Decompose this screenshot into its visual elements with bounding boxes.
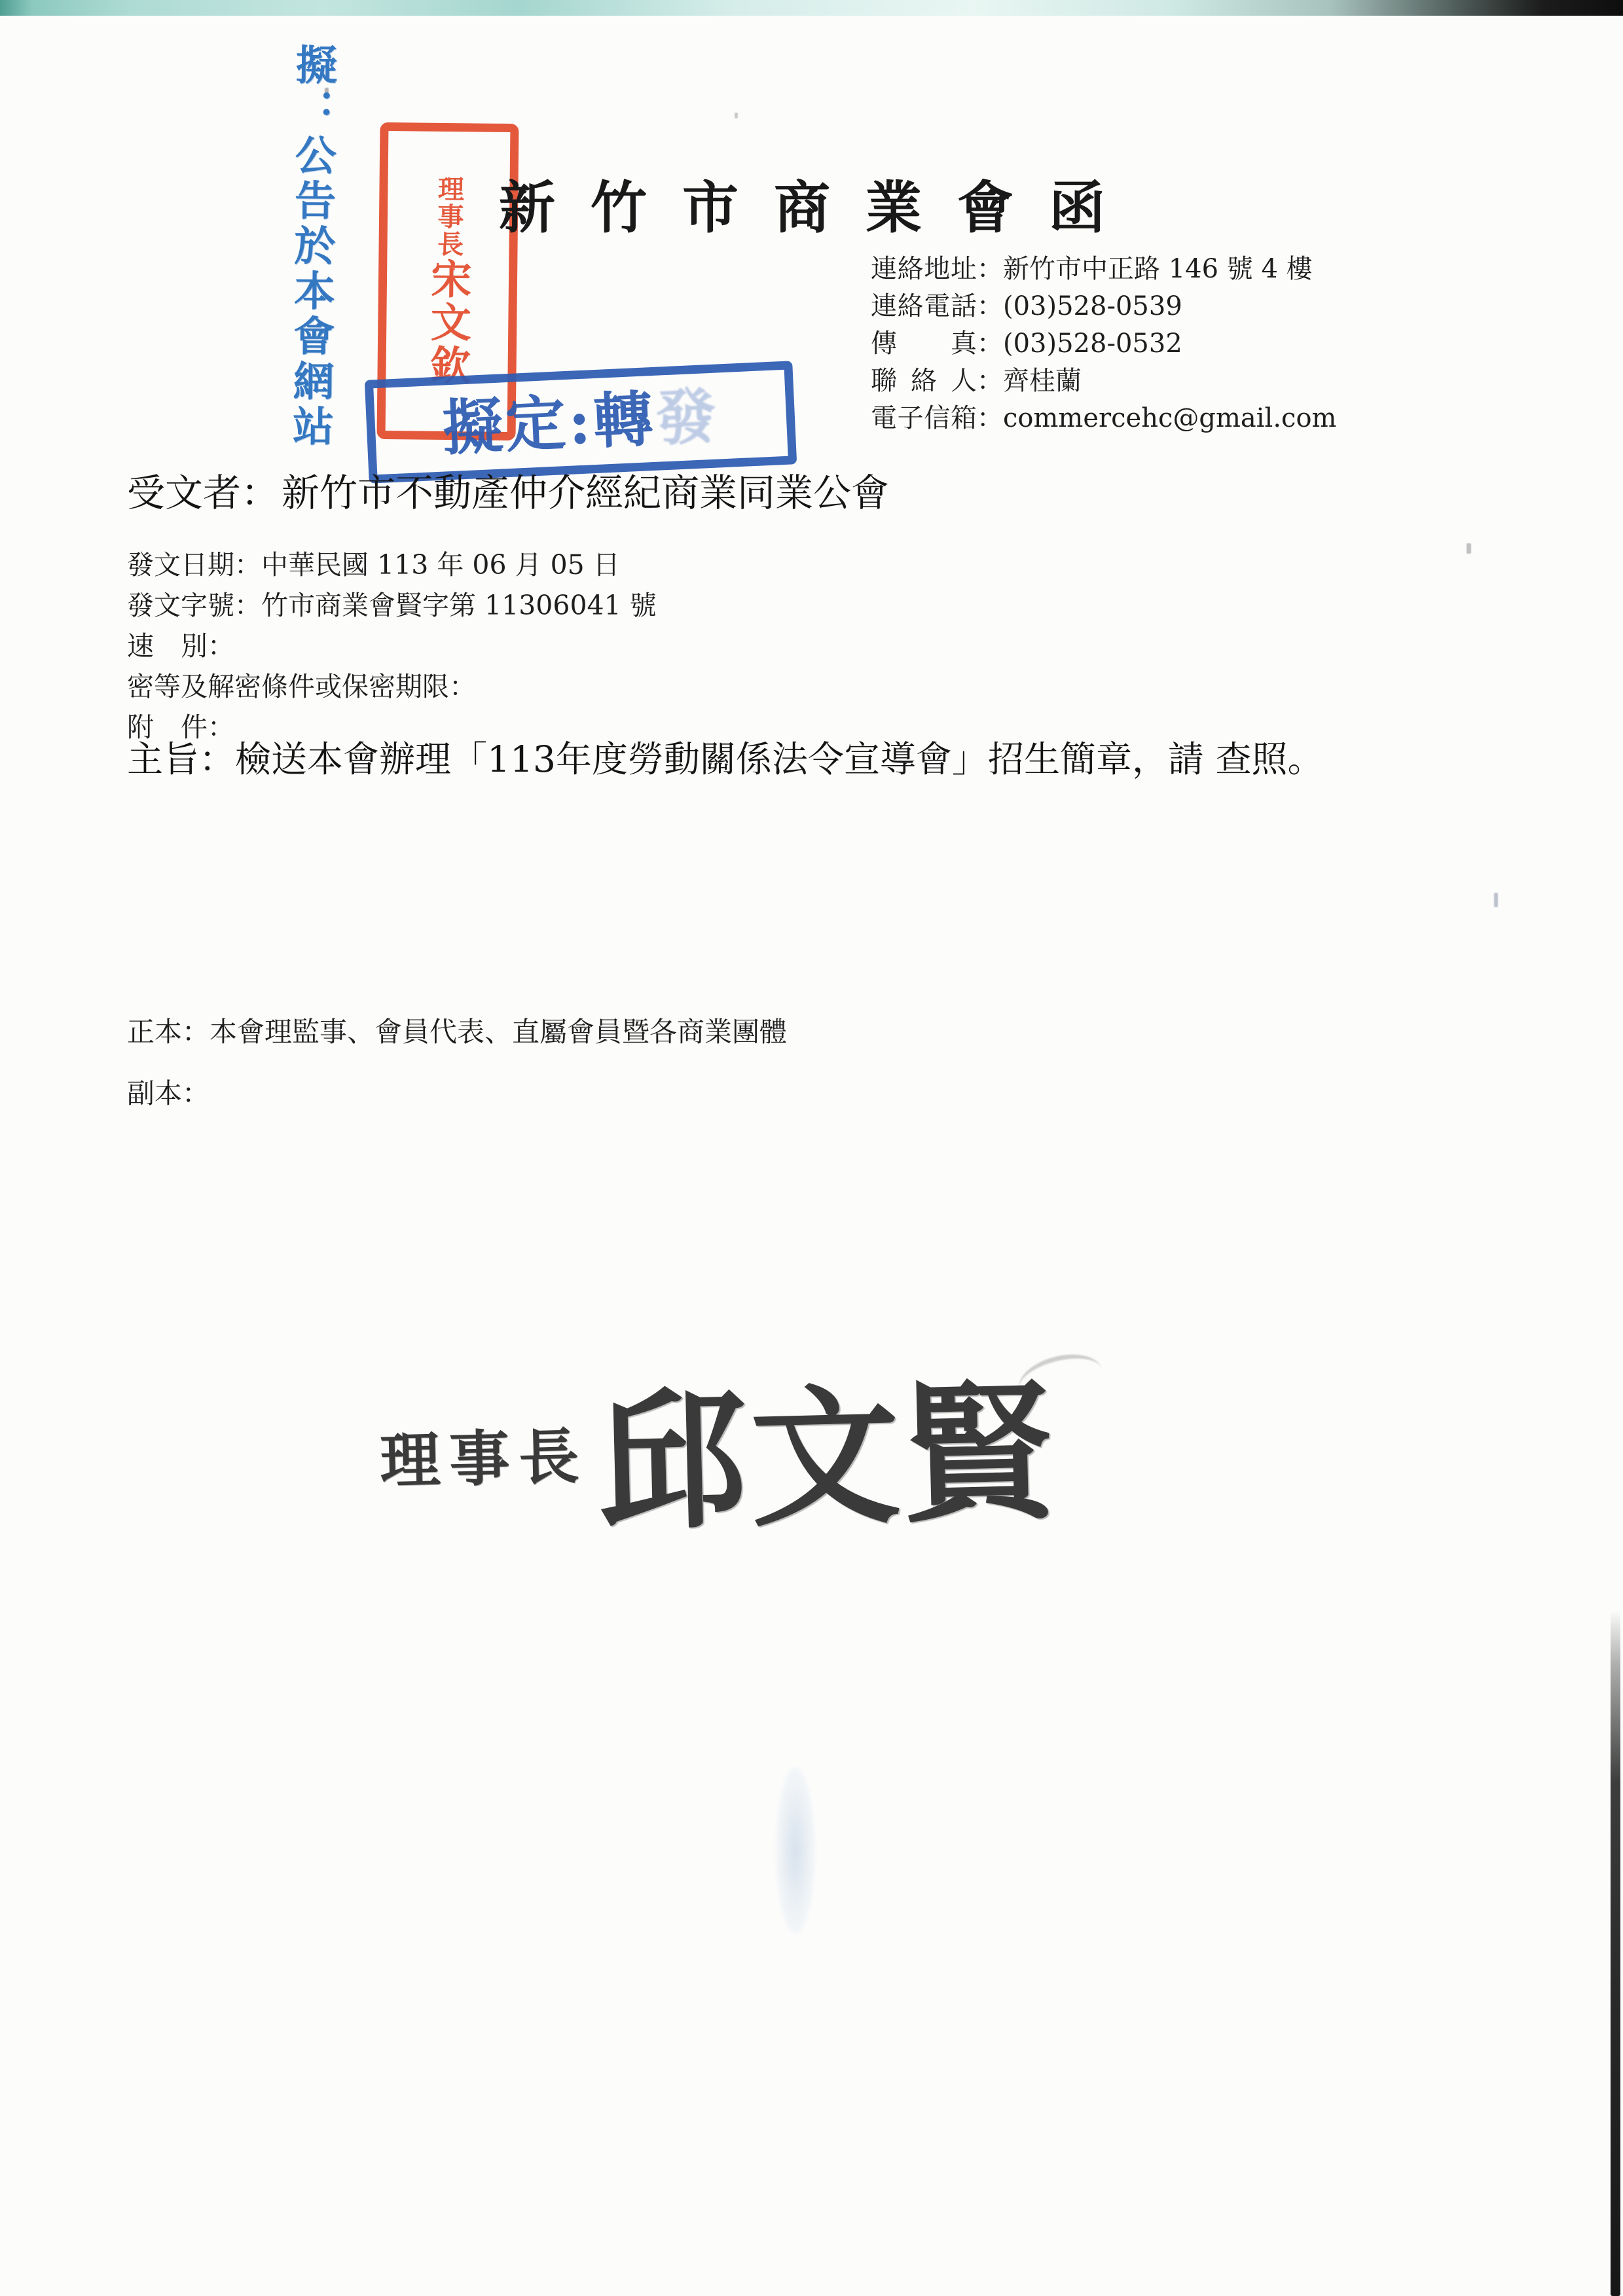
colon: ： bbox=[977, 329, 1003, 359]
colon: ： bbox=[449, 671, 476, 702]
colon: ： bbox=[182, 1077, 210, 1109]
scan-artifact-blue-smudge bbox=[776, 1767, 815, 1934]
contact-block bbox=[871, 251, 1336, 437]
chairman-seal-text bbox=[423, 175, 473, 388]
scan-artifact-speck bbox=[735, 113, 738, 118]
contact-row-person bbox=[871, 363, 1336, 400]
contact-address-label: 連絡地址 bbox=[871, 254, 977, 284]
approval-stamp-faint-text: 發 bbox=[654, 380, 721, 454]
colon: ： bbox=[208, 630, 234, 662]
contact-email-value: commercehc@gmail.com bbox=[1003, 403, 1337, 433]
colon: ： bbox=[241, 471, 280, 515]
meta-row-security bbox=[127, 666, 657, 707]
colon: ： bbox=[977, 254, 1003, 284]
colon: ： bbox=[977, 291, 1003, 321]
contact-address-value: 新竹市中正路 146 號 4 樓 bbox=[1003, 254, 1313, 284]
contact-row-address bbox=[871, 251, 1336, 288]
meta-doc-number-label: 發文字號 bbox=[127, 590, 234, 621]
signature-name: 邱文賢 bbox=[595, 1363, 1059, 1551]
meta-date-value: 中華民國 113 年 06 月 05 日 bbox=[261, 549, 620, 581]
chairman-seal-title: 理事長 bbox=[433, 175, 465, 259]
recipient-line bbox=[127, 462, 889, 517]
meta-date-label: 發文日期 bbox=[127, 549, 234, 581]
meta-doc-number-value: 竹市商業會賢字第 11306041 號 bbox=[261, 590, 657, 621]
contact-row-fax bbox=[871, 325, 1336, 363]
approval-stamp-text bbox=[441, 380, 721, 464]
colon: ： bbox=[199, 738, 236, 780]
meta-row-speed bbox=[127, 626, 657, 666]
colon: ： bbox=[977, 403, 1003, 433]
contact-row-email bbox=[871, 400, 1336, 437]
letterhead-title: 新竹市商業會函 bbox=[499, 175, 1140, 241]
subject-label: 主旨 bbox=[127, 738, 200, 780]
meta-attachment-label: 附 件 bbox=[127, 711, 208, 743]
meta-row-doc-number bbox=[127, 585, 657, 626]
signature-block bbox=[377, 1332, 1059, 1564]
contact-person-value: 齊桂蘭 bbox=[1003, 366, 1082, 396]
handwritten-annotation: 擬：公告於本會網站 bbox=[285, 43, 338, 450]
meta-row-date bbox=[127, 545, 657, 585]
contact-fax-label: 傳真 bbox=[871, 329, 977, 359]
colon: ： bbox=[234, 590, 261, 621]
contact-phone-value: (03)528-0539 bbox=[1003, 291, 1182, 321]
scan-artifact-right-edge-line bbox=[1611, 1610, 1620, 2296]
signature-title: 理事長 bbox=[379, 1420, 589, 1497]
contact-person-label: 聯絡人 bbox=[871, 366, 977, 396]
copy-original-line bbox=[127, 1011, 787, 1050]
subject-line bbox=[127, 734, 1541, 785]
colon: ： bbox=[208, 711, 234, 743]
scan-artifact-top-strip bbox=[0, 0, 1623, 16]
meta-speed-label: 速 別 bbox=[127, 630, 208, 662]
document-meta-block bbox=[127, 545, 657, 747]
chairman-seal-name: 宋文欽 bbox=[423, 257, 473, 388]
meta-security-label: 密等及解密條件或保密期限 bbox=[127, 671, 449, 702]
colon: ： bbox=[234, 549, 261, 581]
contact-phone-label: 連絡電話 bbox=[871, 291, 977, 321]
copy-original-label: 正本 bbox=[127, 1016, 183, 1048]
recipient-value: 新竹市不動產仲介經紀商業同業公會 bbox=[282, 471, 890, 515]
scan-artifact-speck bbox=[1467, 543, 1471, 554]
copy-original-value: 本會理監事、會員代表、直屬會員暨各商業團體 bbox=[210, 1016, 788, 1048]
colon: ： bbox=[182, 1016, 210, 1048]
subject-value: 檢送本會辦理「113年度勞動關係法令宣導會」招生簡章，請 查照。 bbox=[235, 738, 1324, 780]
approval-stamp-main-text: 擬定:轉 bbox=[441, 383, 658, 464]
copy-cc-line bbox=[127, 1072, 210, 1111]
contact-row-phone bbox=[871, 288, 1336, 325]
contact-email-label: 電子信箱 bbox=[871, 403, 977, 433]
colon: ： bbox=[977, 366, 1003, 396]
copy-cc-label: 副本 bbox=[127, 1077, 183, 1109]
recipient-label: 受文者 bbox=[127, 471, 242, 515]
contact-fax-value: (03)528-0532 bbox=[1003, 329, 1182, 359]
scan-artifact-speck bbox=[1494, 893, 1498, 907]
